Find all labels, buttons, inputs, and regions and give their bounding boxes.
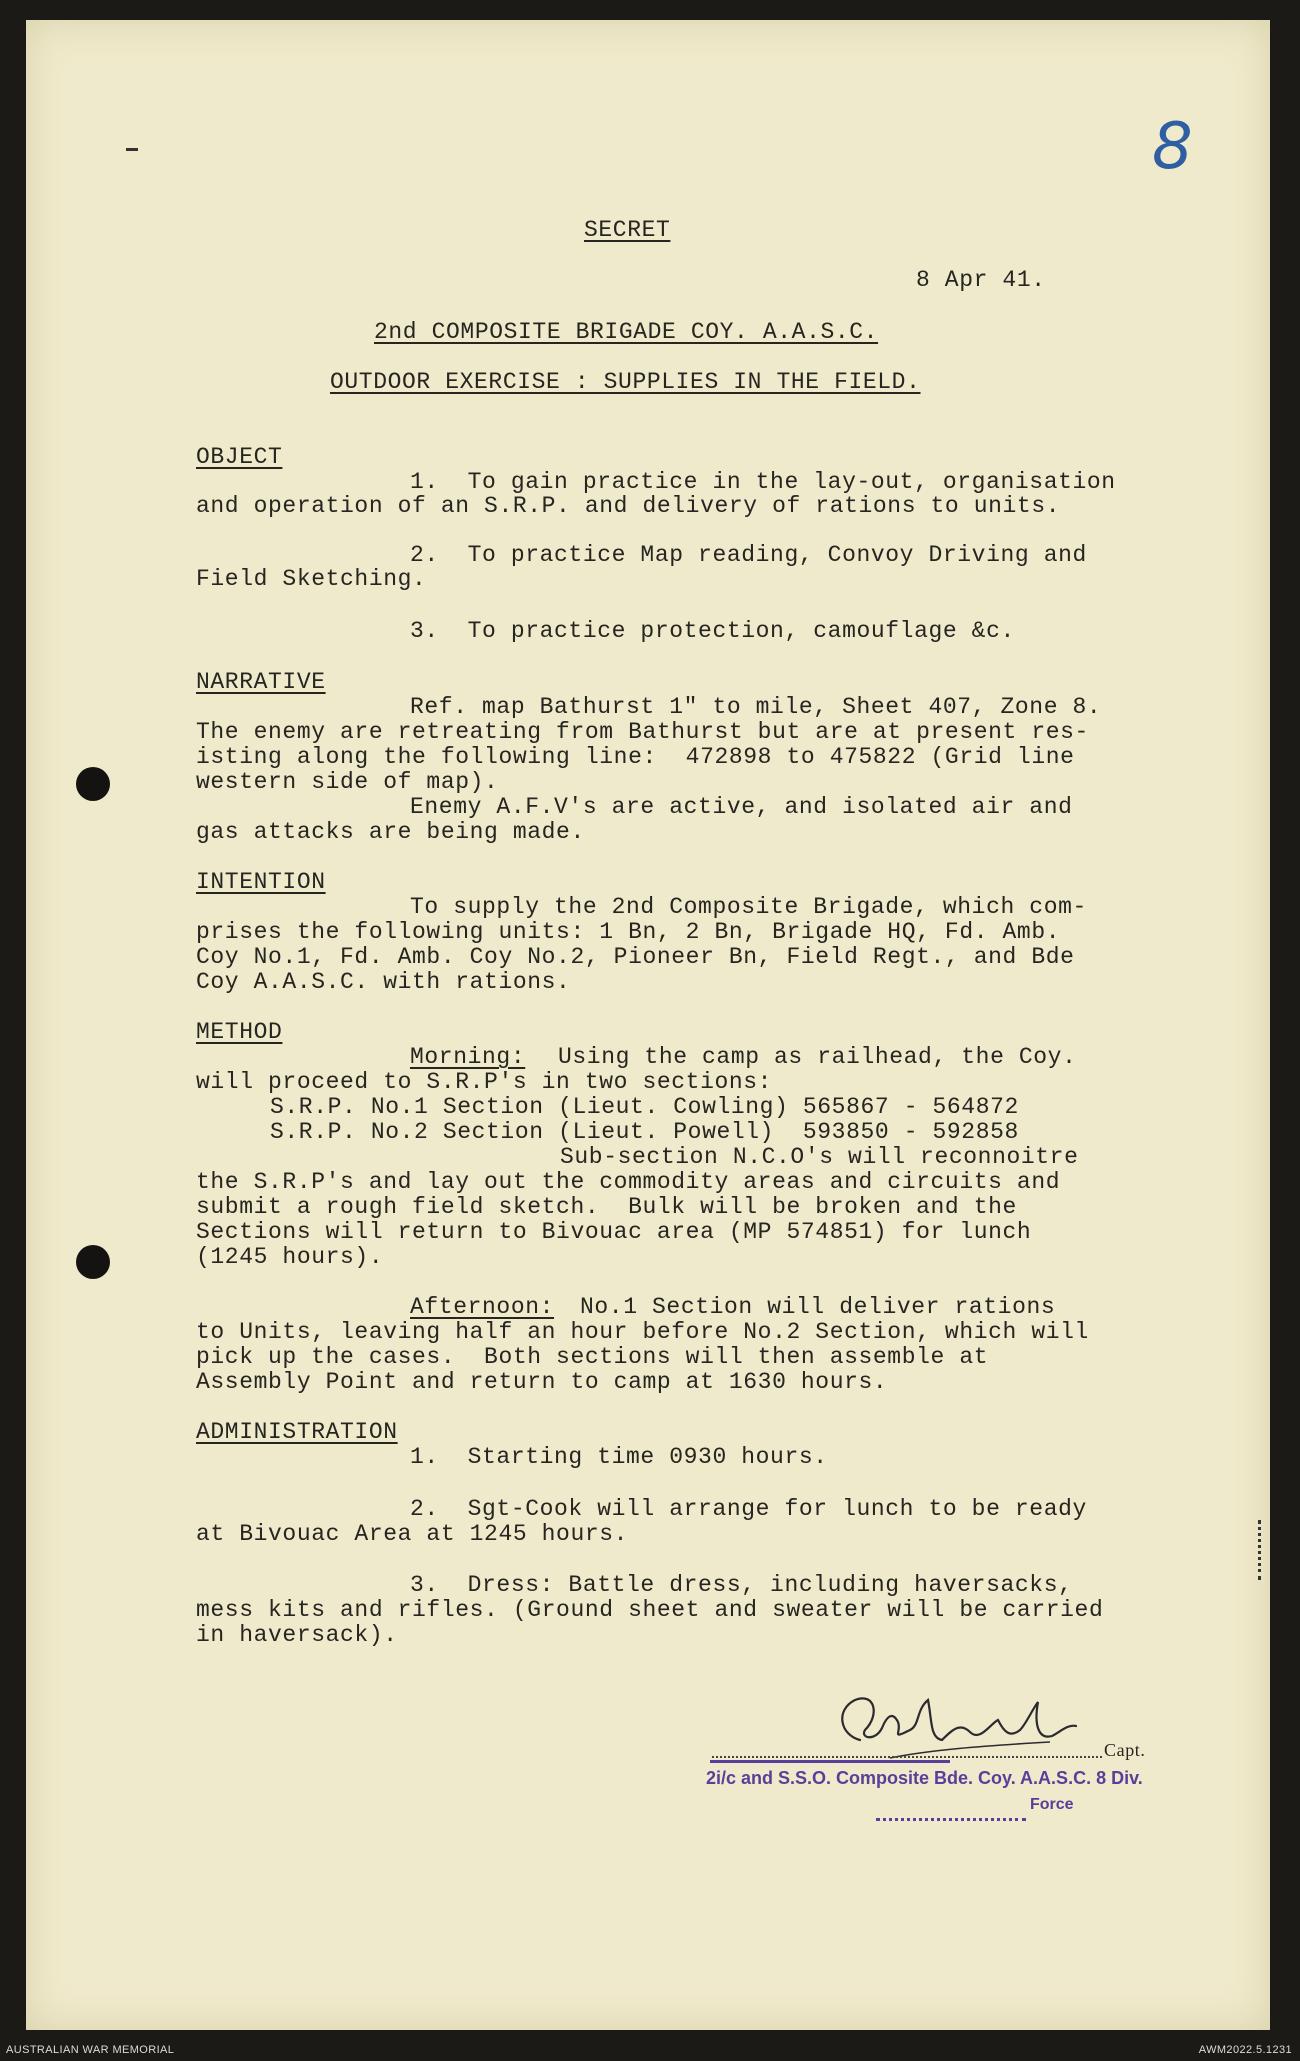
method-line: S.R.P. No.2 Section (Lieut. Powell) 593850 - 592858 — [270, 1119, 1019, 1145]
section-heading-administration: ADMINISTRATION — [196, 1419, 398, 1445]
method-line: submit a rough field sketch. Bulk will be broken and the — [196, 1194, 1017, 1220]
signatory-rank: Capt. — [1104, 1740, 1146, 1760]
method-morning-label: Morning: — [410, 1044, 526, 1070]
object-line: 2. To practice Map reading, Convoy Driving and — [410, 542, 1087, 568]
narrative-line: gas attacks are being made. — [196, 819, 585, 845]
footer-institution: AUSTRALIAN WAR MEMORIAL — [6, 2044, 175, 2056]
stamp-appointment: 2i/c and S.S.O. Composite Bde. Coy. A.A.S.C. 8 Div. — [706, 1768, 1143, 1788]
object-line: 3. To practice protection, camouflage &c. — [410, 618, 1015, 644]
method-line: will proceed to S.R.P's in two sections: — [196, 1069, 773, 1095]
object-line: and operation of an S.R.P. and delivery of rations to units. — [196, 493, 1061, 519]
unit-title: 2nd COMPOSITE BRIGADE COY. A.A.S.C. — [374, 319, 879, 345]
object-line: Field Sketching. — [196, 566, 427, 592]
method-line: Sections will return to Bivouac area (MP 574851) for lunch — [196, 1219, 1032, 1245]
folio-number: 8 — [1152, 110, 1193, 184]
method-afternoon-line: No.1 Section will deliver rations — [580, 1294, 1056, 1320]
classification-heading: SECRET — [584, 217, 671, 243]
administration-line: mess kits and rifles. (Ground sheet and sweater will be carried — [196, 1597, 1104, 1623]
pencil-mark — [126, 148, 138, 151]
intention-line: To supply the 2nd Composite Brigade, which com- — [410, 894, 1087, 920]
section-heading-narrative: NARRATIVE — [196, 669, 326, 695]
object-line: 1. To gain practice in the lay-out, organisation — [410, 469, 1116, 495]
narrative-line: The enemy are retreating from Bathurst but are at present res- — [196, 719, 1089, 745]
narrative-line: Ref. map Bathurst 1" to mile, Sheet 407, Zone 8. — [410, 694, 1102, 720]
section-heading-method: METHOD — [196, 1019, 283, 1045]
narrative-line: Enemy A.F.V's are active, and isolated air and — [410, 794, 1073, 820]
signature-line — [712, 1756, 1102, 1758]
method-line: Using the camp as railhead, the Coy. — [558, 1044, 1077, 1070]
exercise-title: OUTDOOR EXERCISE : SUPPLIES IN THE FIELD. — [330, 369, 921, 395]
punch-hole — [76, 1245, 110, 1279]
method-afternoon-line: pick up the cases. Both sections will then assemble at — [196, 1344, 989, 1370]
narrative-line: isting along the following line: 472898 to 475822 (Grid line — [196, 744, 1075, 770]
edge-marks — [1258, 1520, 1267, 1580]
document-date: 8 Apr 41. — [916, 267, 1046, 293]
footer-accession-number: AWM2022.5.1231 — [1198, 2044, 1292, 2056]
narrative-line: western side of map). — [196, 769, 499, 795]
intention-line: prises the following units: 1 Bn, 2 Bn, Brigade HQ, Fd. Amb. — [196, 919, 1061, 945]
intention-line: Coy A.A.S.C. with rations. — [196, 969, 571, 995]
stamp-rule — [710, 1760, 950, 1763]
method-line: Sub-section N.C.O's will reconnoitre — [560, 1144, 1079, 1170]
intention-line: Coy No.1, Fd. Amb. Coy No.2, Pioneer Bn, Field Regt., and Bde — [196, 944, 1075, 970]
method-line: S.R.P. No.1 Section (Lieut. Cowling) 565867 - 564872 — [270, 1094, 1019, 1120]
method-line: (1245 hours). — [196, 1244, 384, 1270]
method-line: the S.R.P's and lay out the commodity areas and circuits and — [196, 1169, 1061, 1195]
method-afternoon-line: Assembly Point and return to camp at 1630 hours. — [196, 1369, 888, 1395]
administration-line: at Bivouac Area at 1245 hours. — [196, 1521, 629, 1547]
method-afternoon-line: to Units, leaving half an hour before No.2 Section, which will — [196, 1319, 1089, 1345]
section-heading-object: OBJECT — [196, 444, 283, 470]
method-afternoon-label: Afternoon: — [410, 1294, 555, 1320]
administration-line: in haversack). — [196, 1622, 398, 1648]
administration-line: 2. Sgt-Cook will arrange for lunch to be ready — [410, 1496, 1087, 1522]
section-heading-intention: INTENTION — [196, 869, 326, 895]
stamp-force: Force — [1030, 1796, 1074, 1813]
punch-hole — [76, 767, 110, 801]
stamp-rule — [876, 1818, 1026, 1821]
administration-line: 3. Dress: Battle dress, including haversacks, — [410, 1572, 1073, 1598]
administration-line: 1. Starting time 0930 hours. — [410, 1444, 828, 1470]
